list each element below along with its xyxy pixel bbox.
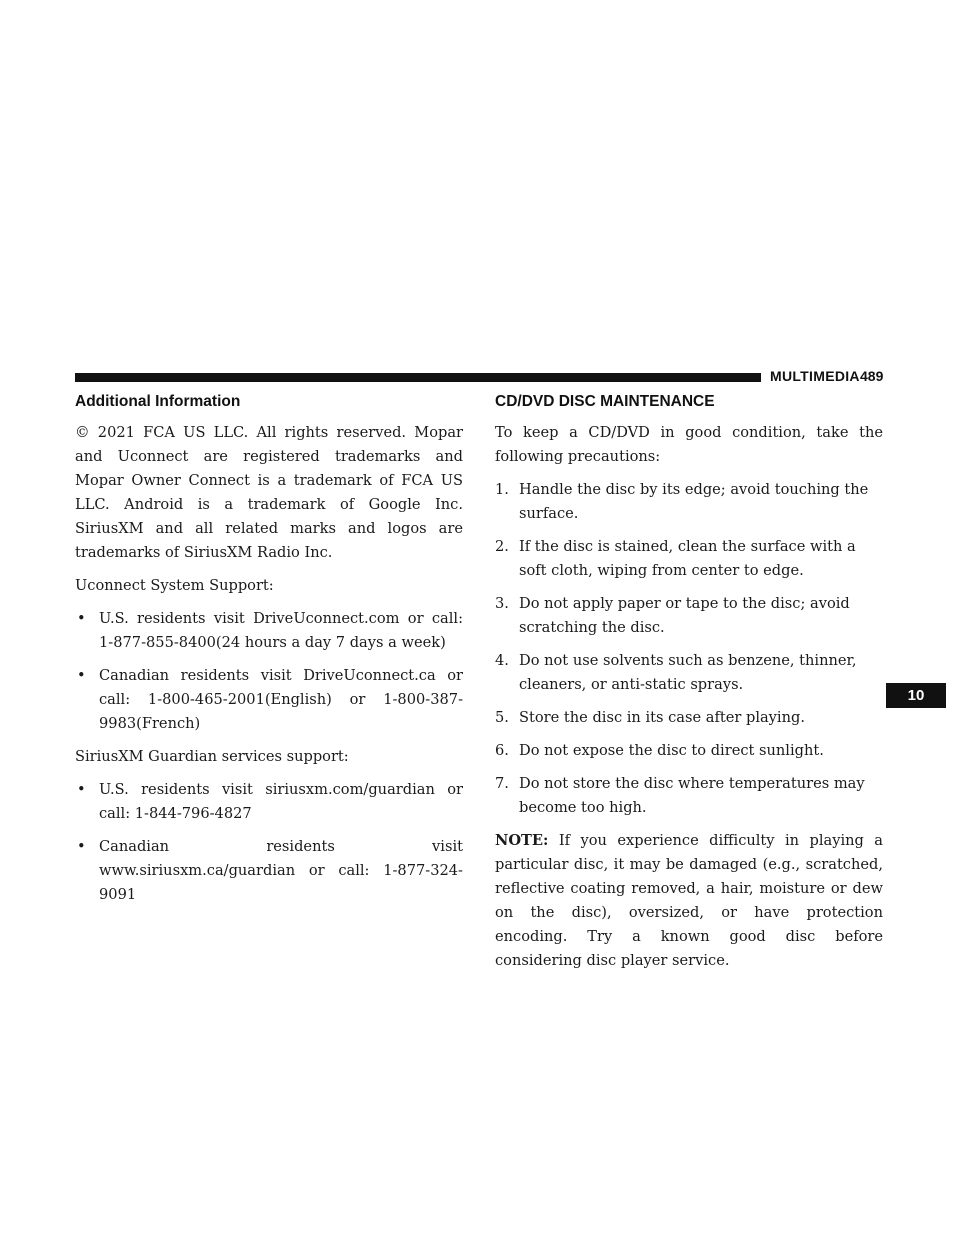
- list-item: [495, 592, 883, 640]
- bullet-icon: •: [77, 781, 86, 798]
- list-item: [75, 835, 463, 907]
- note-paragraph: [495, 829, 883, 973]
- step-text: Do not apply paper or tape to the disc; avoid scratching the disc.: [519, 595, 850, 636]
- list-item-text: Canadian residents visit DriveUconnect.ca or call: 1-800-465-2001(English) or 1-800-387-9983(French): [99, 667, 463, 732]
- bullet-icon: •: [77, 667, 86, 684]
- section-title: MULTIMEDIA: [770, 368, 860, 384]
- list-item: [75, 607, 463, 655]
- list-item-text: Canadian residents visit www.siriusxm.ca/guardian or call: 1-877-324-9091: [99, 838, 463, 903]
- list-item: [495, 706, 883, 730]
- intro-paragraph: To keep a CD/DVD in good condition, take the following precautions:: [495, 424, 883, 465]
- list-item: [75, 664, 463, 736]
- list-item: [495, 478, 883, 526]
- list-item: [495, 739, 883, 763]
- step-number: 7.: [495, 775, 509, 792]
- left-column: [75, 392, 463, 916]
- step-text: Do not use solvents such as benzene, thinner, cleaners, or anti-static sprays.: [519, 652, 857, 693]
- list-item-text: U.S. residents visit DriveUconnect.com or call: 1-877-855-8400(24 hours a day 7 days a week): [99, 610, 463, 651]
- bullet-icon: •: [77, 838, 86, 855]
- copyright-paragraph: © 2021 FCA US LLC. All rights reserved. Mopar and Uconnect are registered trademarks and Mopar Owner Connect is a trademark of FCA US LLC. Android is a trademark of Google Inc. SiriusXM and all related marks and logos are trademarks of SiriusXM Radio Inc.: [75, 424, 463, 561]
- step-number: 4.: [495, 652, 509, 669]
- step-text: Store the disc in its case after playing.: [519, 709, 805, 726]
- uconnect-support-label: Uconnect System Support:: [75, 577, 274, 594]
- list-item: [495, 772, 883, 820]
- page-number: 489: [860, 368, 884, 384]
- list-item: [495, 535, 883, 583]
- step-text: If the disc is stained, clean the surface with a soft cloth, wiping from center to edge.: [519, 538, 856, 579]
- siriusxm-support-label: SiriusXM Guardian services support:: [75, 748, 349, 765]
- additional-information-heading: Additional Information: [75, 393, 241, 410]
- step-text: Handle the disc by its edge; avoid touching the surface.: [519, 481, 869, 522]
- header-rule: [75, 373, 761, 382]
- list-item-text: U.S. residents visit siriusxm.com/guardian or call: 1-844-796-4827: [99, 781, 463, 822]
- bullet-icon: •: [77, 610, 86, 627]
- step-text: Do not store the disc where temperatures may become too high.: [519, 775, 865, 816]
- right-column: [495, 392, 883, 982]
- step-number: 6.: [495, 742, 509, 759]
- list-item: [495, 649, 883, 697]
- step-number: 2.: [495, 538, 509, 555]
- step-number: 5.: [495, 709, 509, 726]
- note-label: NOTE:: [495, 832, 549, 849]
- list-item: [75, 778, 463, 826]
- step-text: Do not expose the disc to direct sunlight.: [519, 742, 824, 759]
- step-number: 3.: [495, 595, 509, 612]
- chapter-tab: 10: [886, 683, 946, 708]
- note-text: If you experience difficulty in playing a particular disc, it may be damaged (e.g., scratched, reflective coating removed, a hair, moisture or dew on the disc), oversized, or have protection encoding. Try a known good disc before considering disc player service.: [495, 832, 884, 969]
- step-number: 1.: [495, 481, 509, 498]
- disc-maintenance-heading: CD/DVD DISC MAINTENANCE: [495, 393, 715, 410]
